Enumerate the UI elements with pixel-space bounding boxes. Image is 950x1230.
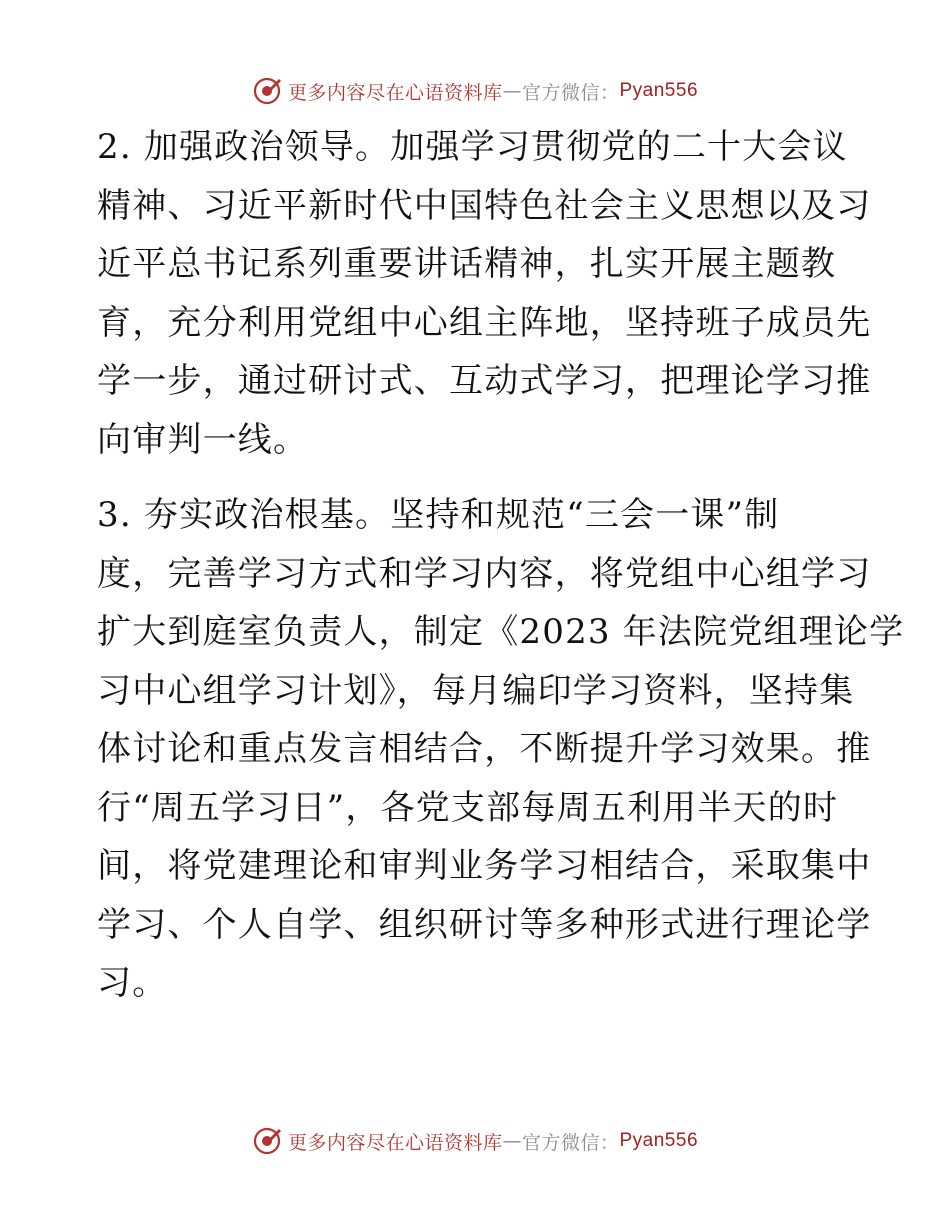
text-line: 向审判一线。: [97, 419, 309, 460]
watermark-header: [0, 76, 950, 106]
quill-logo-icon: [252, 76, 282, 106]
watermark-footer: [0, 1126, 950, 1156]
text-line: 2. 加强政治领导。加强学习贯彻党的二十大会议: [97, 127, 848, 167]
text-line: 体讨论和重点发言相结合，不断提升学习效果。推: [97, 729, 872, 769]
watermark-dash: —: [502, 1130, 522, 1152]
text-line: 育，充分利用党组中心组主阵地，坚持班子成员先: [97, 302, 872, 343]
paragraph-political-foundation: [97, 486, 905, 1013]
text-line: 行“周五学习日”，各党支部每周五利用半天的时: [97, 787, 839, 828]
watermark-main-text: 更多内容尽在心语资料库: [287, 81, 503, 104]
text-line: 3. 夯实政治根基。坚持和规范“三会一课”制: [97, 495, 780, 535]
text-line: 间，将党建理论和审判业务学习相结合，采取集中: [97, 846, 872, 886]
text-line: 度，完善学习方式和学习内容，将党组中心组学习: [97, 553, 872, 594]
text-line: 近平总书记系列重要讲话精神，扎实开展主题教: [97, 244, 837, 284]
paragraph-political-leadership: [97, 118, 872, 469]
text-line: 习中心组学习计划》，每月编印学习资料，坚持集: [97, 670, 855, 711]
text-line: 学习、个人自学、组织研讨等多种形式进行理论学: [97, 904, 872, 945]
watermark-wechat-id: Pyan556: [619, 80, 699, 101]
watermark-official-text: 官方微信：: [521, 81, 620, 104]
watermark-dash: —: [502, 80, 522, 102]
quill-logo-icon: [252, 1126, 282, 1156]
watermark-wechat-id: Pyan556: [619, 1130, 699, 1151]
watermark-official-text: 官方微信：: [521, 1131, 620, 1154]
text-line: 扩大到庭室负责人，制定《2023 年法院党组理论学: [97, 612, 905, 652]
text-line: 精神、习近平新时代中国特色社会主义思想以及习: [97, 185, 872, 226]
text-line: 习。: [97, 963, 168, 1003]
text-line: 学一步，通过研讨式、互动式学习，把理论学习推: [97, 361, 872, 401]
watermark-main-text: 更多内容尽在心语资料库: [287, 1131, 503, 1154]
